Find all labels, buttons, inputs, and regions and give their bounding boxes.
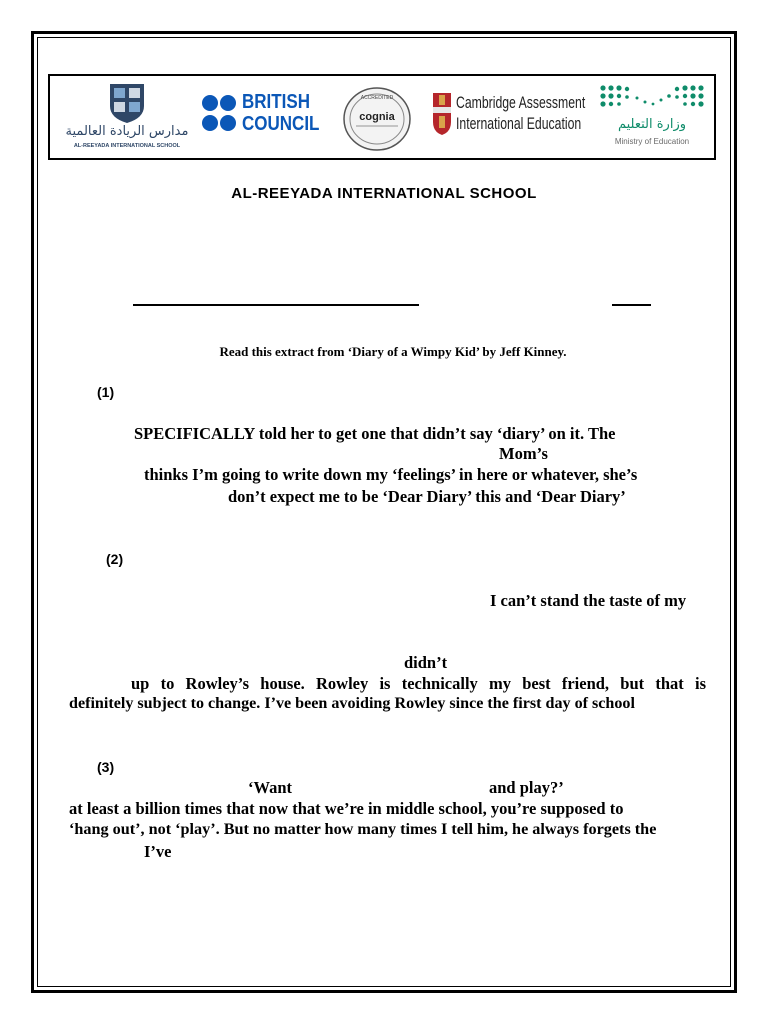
british-dot-icon: [220, 115, 236, 131]
cognia-accredited-text: ACCREDITED: [360, 95, 394, 101]
reading-prompt: Read this extract from ‘Diary of a Wimpy Kid’ by Jeff Kinney.: [219, 344, 567, 359]
british-council-logo: [202, 93, 326, 137]
page-border-inner: [37, 37, 731, 987]
british-council-line1: BRITISH: [242, 91, 310, 113]
text-line: don’t expect me to be ‘Dear Diary’ this and ‘Dear Diary’: [228, 487, 626, 506]
text-line: at least a billion times that now that we’re in middle school, you’re supposed to: [69, 799, 624, 818]
section-number: (3): [97, 759, 115, 775]
section-number: (1): [97, 384, 115, 400]
text-line: and play?’: [489, 778, 564, 797]
school-name-english: AL-REEYADA INTERNATIONAL SCHOOL: [73, 143, 181, 149]
page-title: AL-REEYADA INTERNATIONAL SCHOOL: [231, 185, 537, 202]
text-line: didn’t: [404, 653, 448, 672]
cognia-seal: [342, 86, 412, 152]
text-line: ‘hang out’, not ‘play’. But no matter how many times I tell him, he always forgets the: [69, 820, 657, 838]
blank-line-short: [612, 304, 651, 306]
text-line: I’ve: [144, 842, 172, 861]
school-name-arabic: مدارس الريادة العالمية: [65, 124, 189, 139]
text-line: I can’t stand the taste of my: [490, 591, 687, 610]
blank-line-name: [133, 304, 419, 306]
text-line: thinks I’m going to write down my ‘feelings’ in here or whatever, she’s: [144, 465, 638, 484]
cognia-name: cognia: [359, 111, 395, 123]
school-shield-icon: [108, 82, 146, 124]
cambridge-logo: [432, 92, 586, 140]
cambridge-line2: International Education: [456, 114, 582, 133]
text-line: definitely subject to change. I’ve been avoiding Rowley since the first day of school: [69, 695, 635, 712]
text-line: SPECIFICALLY told her to get one that didn’t say ‘diary’ on it. The: [134, 424, 616, 443]
ministry-name-arabic: وزارة التعليم: [617, 117, 687, 132]
text-line: ‘Want: [248, 778, 293, 797]
british-dot-icon: [202, 95, 218, 111]
section-number: (2): [106, 551, 124, 567]
british-council-line2: COUNCIL: [242, 113, 320, 135]
british-dot-icon: [220, 95, 236, 111]
ministry-dots-icon: [597, 84, 707, 110]
ministry-name-english: Ministry of Education: [614, 137, 690, 146]
cambridge-line1: Cambridge Assessment: [456, 93, 586, 112]
school-logo: [54, 80, 200, 152]
text-line: up to Rowley’s house. Rowley is technically my best friend, but that is: [131, 674, 706, 693]
british-dot-icon: [202, 115, 218, 131]
ministry-logo: [594, 84, 710, 150]
cambridge-shield-icon: [432, 92, 452, 136]
text-line: Mom’s: [499, 444, 548, 463]
